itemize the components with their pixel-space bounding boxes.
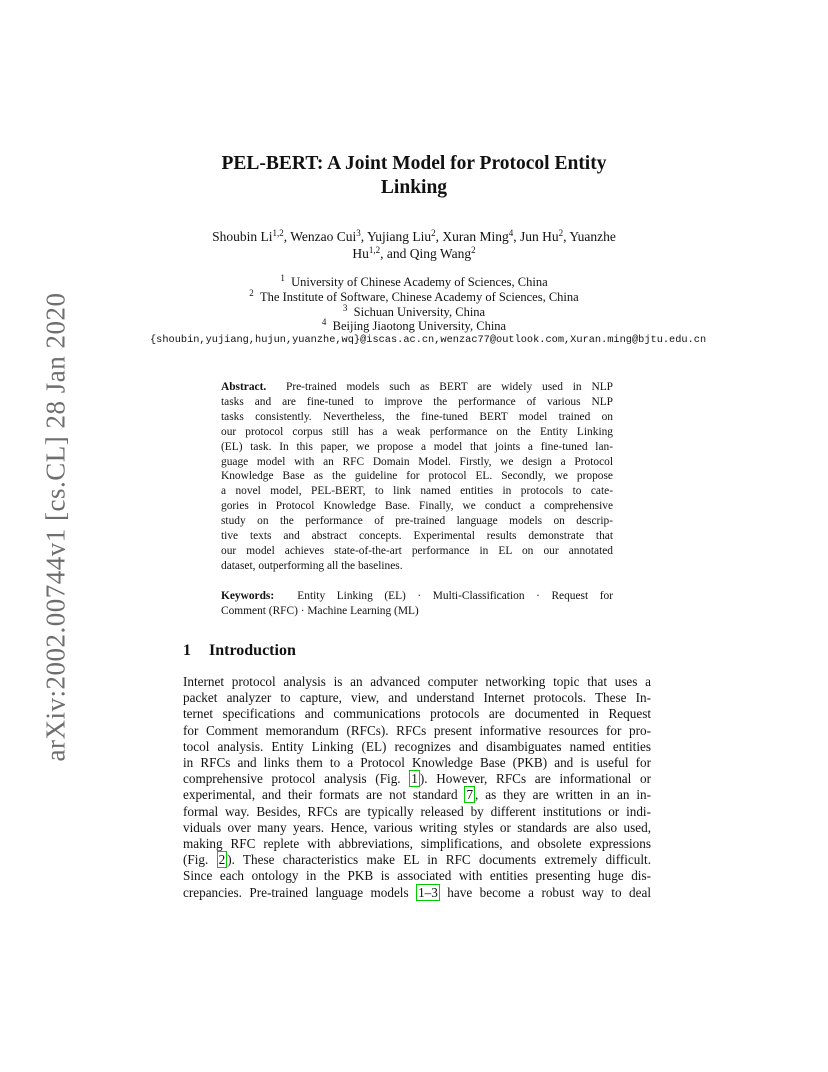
section-number: 1 xyxy=(183,642,191,659)
affiliation-number: 3 xyxy=(342,302,348,313)
body-line: tocol analysis. Entity Linking (EL) recognizes and disambiguates named entities xyxy=(183,738,651,754)
body-text-segment: comprehensive protocol analysis (Fig. xyxy=(183,771,410,787)
author-list xyxy=(150,229,678,262)
body-line: ternet specifications and communications protocols are documented in Request xyxy=(183,706,651,722)
author-name: Shoubin Li xyxy=(212,229,273,244)
author-sep: , xyxy=(513,229,521,244)
author-name: Jun Hu xyxy=(520,229,559,244)
body-line: viduals over many years. Hence, various writing styles or standards are also used, xyxy=(183,819,651,835)
author-name: and Qing Wang xyxy=(386,245,472,261)
author xyxy=(387,246,476,261)
affiliation-list xyxy=(150,275,678,334)
abstract-label: Abstract. xyxy=(221,381,267,393)
affiliation-text: The Institute of Software, Chinese Academy of Sciences, China xyxy=(260,289,579,304)
affiliation-number: 4 xyxy=(321,317,327,328)
author-sep: , xyxy=(380,245,387,261)
body-text xyxy=(183,674,651,901)
affiliation-text: Sichuan University, China xyxy=(353,304,486,319)
author xyxy=(520,229,569,244)
author-sep: , xyxy=(563,229,570,244)
body-line: Since each ontology in the PKB is associated with entities presenting huge dis- xyxy=(183,868,651,884)
abstract-line: study on the performance of pre-trained language models on descrip- xyxy=(221,515,613,528)
title-line-1: PEL-BERT: A Joint Model for Protocol Entity xyxy=(221,153,607,174)
author-name: Yujiang Liu xyxy=(367,229,432,244)
body-text-segment: experimental, and their formats are not standard xyxy=(183,787,465,803)
author xyxy=(352,246,387,261)
author-sep: , xyxy=(360,229,368,244)
body-line: for Comment memorandum (RFCs). RFCs present informative resources for pro- xyxy=(183,722,651,738)
abstract-line: a novel model, PEL-BERT, to link named entities in protocols to cate- xyxy=(221,485,613,498)
title-line-2: Linking xyxy=(380,177,448,198)
author-affil-sup: 2 xyxy=(431,228,436,238)
author-name: Hu xyxy=(352,245,369,261)
affiliation xyxy=(150,275,678,290)
citation-link[interactable]: 7 xyxy=(466,787,474,803)
author-name: Xuran Ming xyxy=(442,229,509,244)
body-line: Internet protocol analysis is an advanced computer networking topic that uses a xyxy=(183,674,651,689)
keywords xyxy=(221,589,613,619)
abstract-line: guage model with an RFC Domain Model. Firstly, we design a Protocol xyxy=(221,455,613,468)
body-text-segment: ). However, RFCs are informational or xyxy=(419,771,651,787)
abstract-line: dataset, outperforming all the baselines. xyxy=(221,559,403,572)
affiliation xyxy=(150,287,678,305)
author xyxy=(367,229,442,244)
abstract-line: (EL) task. In this paper, we propose a model that joints a fine-tuned lan- xyxy=(221,440,613,453)
author-name: Yuanzhe xyxy=(569,229,616,244)
author-affil-sup: 2 xyxy=(558,228,564,238)
author-line-2 xyxy=(150,246,678,263)
body-text-segment: ). These characteristics make EL in RFC documents extremely difficult. xyxy=(227,852,652,868)
author xyxy=(290,229,367,244)
keywords-line: Comment (RFC) · Machine Learning (ML) xyxy=(221,604,419,617)
author-affil-sup: 3 xyxy=(356,228,361,238)
body-line: making RFC replete with abbreviations, simplifications, and obsolete expressions xyxy=(183,836,651,852)
author-sep: , xyxy=(435,229,443,244)
author-affil-sup: 1,2 xyxy=(272,228,284,238)
paper-title xyxy=(100,152,728,200)
affiliation-text: University of Chinese Academy of Sciences, China xyxy=(291,275,548,289)
abstract-line: tasks consistently. Nevertheless, the fine-tuned BERT model trained on xyxy=(221,410,613,423)
abstract-line xyxy=(221,380,613,395)
arxiv-stamp: arXiv:2002.00744v1 [cs.CL] 28 Jan 2020 xyxy=(40,292,71,762)
author-affil-sup: 1,2 xyxy=(368,244,381,255)
body-line xyxy=(183,885,651,901)
body-line xyxy=(183,771,651,787)
figure-ref-link[interactable]: 2 xyxy=(218,852,226,868)
author-name: Wenzao Cui xyxy=(290,229,357,244)
body-line: formal way. Besides, RFCs are typically released by different institutions or indi- xyxy=(183,803,651,819)
author-affil-sup: 4 xyxy=(508,228,514,238)
citation-link[interactable]: 1–3 xyxy=(418,884,438,900)
abstract xyxy=(221,380,613,574)
section-heading xyxy=(183,642,296,660)
body-line: in RFCs and links them to a Protocol Knowledge Base (PKB) and is useful for xyxy=(183,755,651,771)
section-title: Introduction xyxy=(209,642,296,659)
author xyxy=(569,229,615,244)
body-line: packet analyzer to capture, view, and understand Internet protocols. These In- xyxy=(183,690,651,706)
abstract-line: gories in Protocol Knowledge Base. Finally, we conduct a comprehensive xyxy=(221,500,613,513)
keywords-line xyxy=(221,589,613,604)
author-sep: , xyxy=(283,229,291,244)
affiliation-text: Beijing Jiaotong University, China xyxy=(332,319,507,334)
affiliation xyxy=(150,302,678,320)
author xyxy=(212,229,290,244)
abstract-line: tasks and are fine-tuned to improve the performance of various NLP xyxy=(221,395,613,408)
figure-ref-link[interactable]: 1 xyxy=(411,771,418,787)
abstract-line: tive texts and abstract concepts. Experimental results demonstrate that xyxy=(221,530,613,543)
body-line xyxy=(183,787,651,803)
abstract-line: Knowledge Base as the guideline for protocol EL. Secondly, we propose xyxy=(221,470,613,483)
body-line xyxy=(183,852,651,868)
body-text-segment: (Fig. xyxy=(183,852,217,868)
keywords-label: Keywords: xyxy=(221,590,275,602)
keywords-text: Entity Linking (EL) · Multi-Classification · Request for xyxy=(297,590,613,602)
abstract-text: Pre-trained models such as BERT are widely used in NLP xyxy=(285,381,613,393)
body-text-segment: crepancies. Pre-trained language models xyxy=(183,884,417,900)
body-text-segment: have become a robust way to deal xyxy=(439,884,651,900)
body-text-segment: , as they are written in an in- xyxy=(475,787,652,803)
author-emails: {shoubin,yujiang,hujun,yuanzhe,wq}@iscas.ac.cn,wenzac77@outlook.com,Xuran.ming@bjtu.edu.cn xyxy=(150,334,707,346)
author-affil-sup: 2 xyxy=(471,244,476,255)
author xyxy=(442,229,520,244)
affiliation xyxy=(150,319,678,334)
abstract-line: our model achieves state-of-the-art performance in EL on our annotated xyxy=(221,544,613,557)
author-line-1 xyxy=(150,229,678,246)
affiliation-number: 2 xyxy=(249,287,254,298)
affiliation-number: 1 xyxy=(280,273,285,283)
abstract-line: our protocol corpus still has a weak performance on the Entity Linking xyxy=(221,425,613,438)
